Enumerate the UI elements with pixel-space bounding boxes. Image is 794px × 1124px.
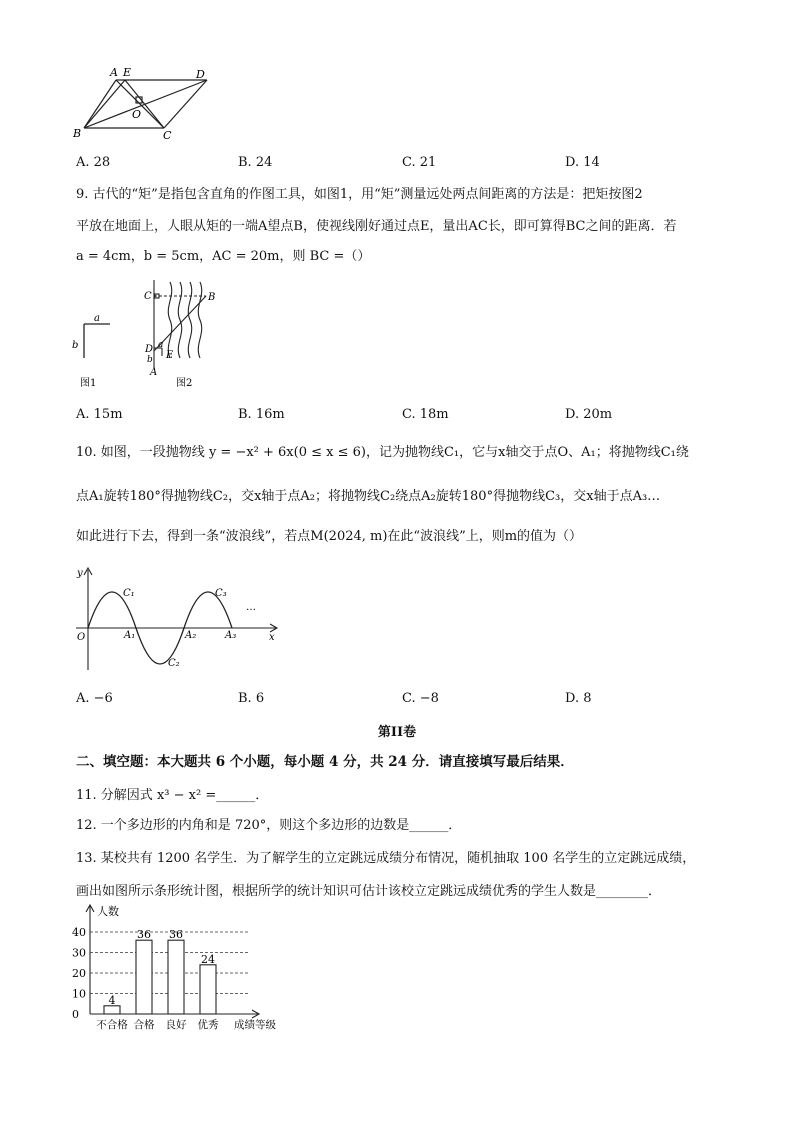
q9-text-line-2: 平放在地面上，人眼从矩的一端A望点B，使视线刚好通过点E，量出AC长，即可算得BC之间的距离．若 <box>76 219 677 234</box>
q9-fig2-B: B <box>208 292 216 303</box>
q9-fig1-caption: 图1 <box>80 378 97 389</box>
q9-ruler-figures <box>64 276 244 394</box>
q10-choice-d[interactable]: D. 8 <box>565 691 592 706</box>
chart-bar-1 <box>104 1006 120 1014</box>
chart-data-label-4: 24 <box>201 952 215 966</box>
q10-label-y: y <box>77 568 83 579</box>
chart-ytick-label: 10 <box>72 987 86 1001</box>
q8-label-C: C <box>163 129 172 142</box>
part2-heading: 二、填空题：本大题共 6 个小题，每小题 4 分，共 24 分．请直接填写最后结果． <box>76 754 574 770</box>
q10-text-line-1: 10. 如图，一段抛物线 y = −x² + 6x(0 ≤ x ≤ 6)，记为抛物线C₁，它与x轴交于点O、A₁；将抛物线C₁绕 <box>76 445 689 460</box>
q10-label-C2: C₂ <box>168 658 180 669</box>
chart-ylabel: 人数 <box>97 905 119 918</box>
q10-label-dots: … <box>246 602 256 613</box>
q10-choice-b[interactable]: B. 6 <box>238 691 265 706</box>
q10-label-A2: A₂ <box>185 630 197 641</box>
q9-choice-b[interactable]: B. 16m <box>238 407 285 422</box>
q9-fig2-D: D <box>145 344 154 355</box>
chart-data-label-3: 36 <box>169 928 183 942</box>
chart-ytick-label: 30 <box>72 946 86 960</box>
chart-category-label-4: 优秀 <box>197 1019 219 1031</box>
chart-category-label-3: 良好 <box>165 1019 187 1031</box>
q11-text: 11. 分解因式 x³ − x² =______． <box>76 788 269 803</box>
q13-bar-chart <box>70 902 300 1034</box>
q10-label-A3: A₃ <box>225 630 237 641</box>
q10-label-C3: C₃ <box>215 588 227 599</box>
chart-ytick-label: 40 <box>72 926 86 939</box>
q8-choice-a[interactable]: A. 28 <box>76 155 111 170</box>
q8-parallelogram-figure <box>70 64 220 144</box>
chart-data-label-2: 36 <box>137 928 151 942</box>
q8-label-D: D <box>196 68 205 81</box>
q13-text-line-1: 13. 某校共有 1200 名学生．为了解学生的立定跳远成绩分布情况，随机抽取 100 名学生的立定跳远成绩， <box>76 851 696 866</box>
q8-label-O: O <box>132 108 142 121</box>
q9-fig2-A: A <box>150 367 158 378</box>
q9-fig1-a: a <box>94 313 100 324</box>
chart-category-label-2: 合格 <box>133 1019 155 1031</box>
chart-bar-4 <box>200 965 216 1014</box>
q10-choice-a[interactable]: A. −6 <box>76 691 113 706</box>
q8-choice-c[interactable]: C. 21 <box>402 155 437 170</box>
q10-label-O: O <box>77 632 86 643</box>
q9-choice-d[interactable]: D. 20m <box>565 407 613 422</box>
chart-ytick-label: 20 <box>72 967 86 980</box>
q9-choice-a[interactable]: A. 15m <box>76 407 123 422</box>
chart-xlabel: 成绩等级 <box>234 1019 276 1031</box>
chart-data-label-1: 4 <box>108 993 116 1007</box>
q9-text-line-3: a = 4cm，b = 5cm，AC = 20m，则 BC =（） <box>76 249 371 264</box>
q9-fig2-E: E <box>166 350 174 361</box>
q10-text-line-2: 点A₁旋转180°得抛物线C₂，交x轴于点A₂；将抛物线C₂绕点A₂旋转180°得抛物线C₃，交x轴于点A₃… <box>76 489 661 504</box>
q12-text: 12. 一个多边形的内角和是 720°，则这个多边形的边数是______． <box>76 818 462 833</box>
q10-label-x: x <box>269 632 275 643</box>
q9-fig1-b: b <box>72 340 79 351</box>
q9-choice-c[interactable]: C. 18m <box>402 407 449 422</box>
q8-label-B: B <box>73 127 82 140</box>
q10-label-A1: A₁ <box>124 630 136 641</box>
q8-label-A: A <box>110 66 118 79</box>
q10-text-line-3: 如此进行下去，得到一条“波浪线”，若点M(2024, m)在此“波浪线”上，则m的值为（） <box>76 529 583 544</box>
q8-label-E: E <box>123 66 132 79</box>
q8-choice-d[interactable]: D. 14 <box>565 155 600 170</box>
chart-bar-2 <box>136 940 152 1014</box>
q9-fig2-a: a <box>158 340 164 350</box>
q8-choice-b[interactable]: B. 24 <box>238 155 273 170</box>
q10-label-C1: C₁ <box>123 588 135 599</box>
q9-fig2-b: b <box>147 355 153 365</box>
chart-category-label-1: 不合格 <box>96 1019 128 1031</box>
q13-text-line-2: 画出如图所示条形统计图，根据所学的统计知识可估计该校立定跳远成绩优秀的学生人数是________． <box>76 884 662 899</box>
chart-bar-3 <box>168 940 184 1014</box>
section-title: 第II卷 <box>377 725 417 740</box>
q9-fig2-C: C <box>144 291 152 302</box>
q9-fig2-caption: 图2 <box>176 378 193 389</box>
q9-text-line-1: 9. 古代的“矩”是指包含直角的作图工具，如图1，用“矩”测量远处两点间距离的方法是：把矩按图2 <box>76 187 643 202</box>
q10-choice-c[interactable]: C. −8 <box>402 691 439 706</box>
q10-wave-graph <box>70 562 286 672</box>
chart-ytick-label: 0 <box>72 1008 79 1021</box>
